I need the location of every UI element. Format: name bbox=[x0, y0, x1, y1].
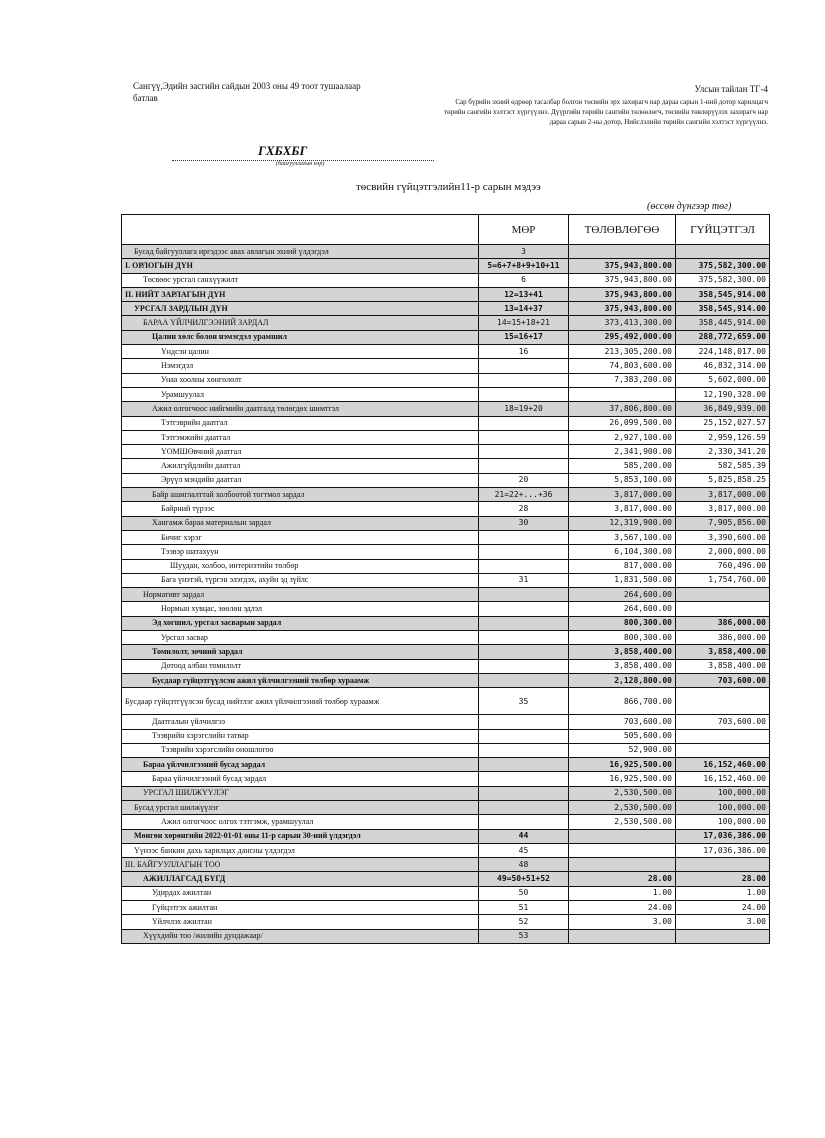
row-actual bbox=[676, 858, 770, 872]
row-plan: 3,567,100.00 bbox=[569, 530, 676, 544]
row-label: Удирдах ажилтан bbox=[122, 886, 479, 900]
table-row bbox=[122, 645, 770, 659]
row-plan: 3,817,000.00 bbox=[569, 502, 676, 516]
row-label: Тэтгэмжийн даатгал bbox=[122, 430, 479, 444]
row-plan: 16,925,500.00 bbox=[569, 758, 676, 772]
row-code bbox=[479, 645, 569, 659]
row-actual: 224,148,017.00 bbox=[676, 345, 770, 359]
table-row bbox=[122, 659, 770, 673]
row-code bbox=[479, 430, 569, 444]
row-plan: 26,099,500.00 bbox=[569, 416, 676, 430]
row-code: 16 bbox=[479, 345, 569, 359]
row-code bbox=[479, 559, 569, 573]
table-row bbox=[122, 815, 770, 829]
row-code: 14=15+18+21 bbox=[479, 316, 569, 330]
row-label: Бичиг хэрэг bbox=[122, 530, 479, 544]
column-header-code: МӨР bbox=[479, 215, 569, 245]
row-actual: 358,445,914.00 bbox=[676, 316, 770, 330]
table-row bbox=[122, 786, 770, 800]
row-actual bbox=[676, 602, 770, 616]
row-plan: 1.00 bbox=[569, 886, 676, 900]
row-plan: 24.00 bbox=[569, 901, 676, 915]
table-row bbox=[122, 488, 770, 502]
table-row bbox=[122, 302, 770, 316]
row-code bbox=[479, 445, 569, 459]
row-actual bbox=[676, 929, 770, 943]
row-plan bbox=[569, 929, 676, 943]
table-row bbox=[122, 602, 770, 616]
row-label: Бага үнэтэй, түргэн элэгдэх, ахуйн эд зүйлс bbox=[122, 573, 479, 587]
row-label: Нормын хувцас, зөөлөн эдлэл bbox=[122, 602, 479, 616]
row-code: 15=16+17 bbox=[479, 330, 569, 344]
row-actual: 3.00 bbox=[676, 915, 770, 929]
table-row bbox=[122, 901, 770, 915]
table-row bbox=[122, 758, 770, 772]
row-code: 51 bbox=[479, 901, 569, 915]
approval-note bbox=[133, 80, 361, 104]
table-row bbox=[122, 800, 770, 814]
row-label: Ажилгүйдлийн даатгал bbox=[122, 459, 479, 473]
row-label: Бусад урсгал шилжүүлэг bbox=[122, 800, 479, 814]
table-row bbox=[122, 631, 770, 645]
row-plan: 817,000.00 bbox=[569, 559, 676, 573]
form-code: Улсын тайлан ТГ-4 bbox=[694, 84, 768, 94]
row-plan bbox=[569, 843, 676, 857]
row-plan bbox=[569, 858, 676, 872]
row-plan: 375,943,800.00 bbox=[569, 259, 676, 273]
row-label: Үүнээс банкин дахь харилцах дансны үлдэгдэл bbox=[122, 843, 479, 857]
row-actual: 3,817,000.00 bbox=[676, 502, 770, 516]
row-plan: 1,831,500.00 bbox=[569, 573, 676, 587]
table-row bbox=[122, 616, 770, 630]
table-row bbox=[122, 459, 770, 473]
row-plan: 585,200.00 bbox=[569, 459, 676, 473]
row-code bbox=[479, 588, 569, 602]
row-label: Нэмэгдэл bbox=[122, 359, 479, 373]
row-label: Байр ашиглалттай холбоотой тогтмол зардал bbox=[122, 488, 479, 502]
row-label: Гүйцэтгэх ажилтан bbox=[122, 901, 479, 915]
row-actual bbox=[676, 688, 770, 715]
row-label: III. БАЙГУУЛЛАГЫН ТОО bbox=[122, 858, 479, 872]
row-actual: 16,152,460.00 bbox=[676, 758, 770, 772]
row-label: Бусдаар гүйцэтгүүлсэн бусад нийтлэг ажил үйлчилгээний төлбөр хураамж bbox=[122, 688, 479, 715]
row-plan: 213,305,200.00 bbox=[569, 345, 676, 359]
row-actual: 100,000.00 bbox=[676, 800, 770, 814]
row-code: 45 bbox=[479, 843, 569, 857]
table-row bbox=[122, 843, 770, 857]
row-plan: 800,300.00 bbox=[569, 616, 676, 630]
row-code bbox=[479, 545, 569, 559]
row-label: Бусад байгууллага иргэдээс авах авлагын эхний үлдэгдэл bbox=[122, 245, 479, 259]
row-label: Байрний түрээс bbox=[122, 502, 479, 516]
table-row bbox=[122, 445, 770, 459]
row-label: Ажил олгогчоос олгох тэтгэмж, урамшуулал bbox=[122, 815, 479, 829]
row-actual: 703,600.00 bbox=[676, 673, 770, 687]
row-code: 50 bbox=[479, 886, 569, 900]
row-code: 18=19+20 bbox=[479, 402, 569, 416]
row-label: Даатгалын үйлчилгээ bbox=[122, 715, 479, 729]
table-row bbox=[122, 743, 770, 757]
row-label: Тээврийн хэрэгслийн оношлогоо bbox=[122, 743, 479, 757]
row-actual: 17,036,386.00 bbox=[676, 843, 770, 857]
row-actual: 28.00 bbox=[676, 872, 770, 886]
table-row bbox=[122, 545, 770, 559]
instructions-text: Сар бүрийн эхний өдрөөр тасалбар болгон төсвийн эрх захирагч нар дараа сарын 1-ний дотор харилцагч төрийн сангийн хэлтэст хүргүүлнэ. Дүүргийн төрийн сангийн төлөөлөгч, төсвийн төвлөрүүлэх захирагч нар дараа сарын 2-ны дотор, Нийслэлийн төрийн сангийн хэлтэст хүргүүлнэ. bbox=[444, 98, 768, 126]
row-code: 48 bbox=[479, 858, 569, 872]
row-actual: 375,582,300.00 bbox=[676, 273, 770, 287]
row-code bbox=[479, 387, 569, 401]
row-label: Төсвөөс урсгал санхүүжилт bbox=[122, 273, 479, 287]
row-code: 30 bbox=[479, 516, 569, 530]
row-label: Үндсэн цалин bbox=[122, 345, 479, 359]
row-plan: 295,492,000.00 bbox=[569, 330, 676, 344]
table-row bbox=[122, 402, 770, 416]
row-plan: 373,413,300.00 bbox=[569, 316, 676, 330]
row-plan: 3,858,400.00 bbox=[569, 659, 676, 673]
table-row bbox=[122, 359, 770, 373]
row-label: Эд хогшил, урсгал засварын зардал bbox=[122, 616, 479, 630]
row-code: 53 bbox=[479, 929, 569, 943]
table-row bbox=[122, 715, 770, 729]
row-label: Хангамж бараа материалын зардал bbox=[122, 516, 479, 530]
table-row bbox=[122, 673, 770, 687]
row-label: Томилолт, зочний зардал bbox=[122, 645, 479, 659]
row-code bbox=[479, 416, 569, 430]
table-row bbox=[122, 886, 770, 900]
table-row bbox=[122, 829, 770, 843]
row-actual: 288,772,659.00 bbox=[676, 330, 770, 344]
row-code: 13=14+37 bbox=[479, 302, 569, 316]
row-plan: 2,530,500.00 bbox=[569, 786, 676, 800]
column-header-actual: ГҮЙЦЭТГЭЛ bbox=[676, 215, 770, 245]
table-row bbox=[122, 588, 770, 602]
row-plan: 375,943,800.00 bbox=[569, 302, 676, 316]
row-actual: 760,496.00 bbox=[676, 559, 770, 573]
row-plan: 2,927,100.00 bbox=[569, 430, 676, 444]
row-code bbox=[479, 743, 569, 757]
row-code bbox=[479, 530, 569, 544]
table-row bbox=[122, 858, 770, 872]
row-plan: 3,817,000.00 bbox=[569, 488, 676, 502]
row-actual: 2,959,126.59 bbox=[676, 430, 770, 444]
table-row bbox=[122, 516, 770, 530]
row-plan: 703,600.00 bbox=[569, 715, 676, 729]
row-plan: 37,806,800.00 bbox=[569, 402, 676, 416]
row-actual: 2,000,000.00 bbox=[676, 545, 770, 559]
row-label: Урамшуулал bbox=[122, 387, 479, 401]
row-plan: 2,341,900.00 bbox=[569, 445, 676, 459]
table-row bbox=[122, 530, 770, 544]
row-code bbox=[479, 815, 569, 829]
row-label: Дотоод албан томилолт bbox=[122, 659, 479, 673]
table-row bbox=[122, 573, 770, 587]
row-label: Цалин хөлс болон нэмэгдэл урамшил bbox=[122, 330, 479, 344]
row-label: Эрүүл мэндийн даатгал bbox=[122, 473, 479, 487]
row-plan: 12,319,900.00 bbox=[569, 516, 676, 530]
row-label: ҮОМШӨвчний даатгал bbox=[122, 445, 479, 459]
row-plan: 6,104,300.00 bbox=[569, 545, 676, 559]
table-row bbox=[122, 872, 770, 886]
row-code bbox=[479, 602, 569, 616]
table-header-row bbox=[122, 215, 770, 245]
table-row bbox=[122, 245, 770, 259]
table-row bbox=[122, 688, 770, 715]
row-code: 6 bbox=[479, 273, 569, 287]
row-code bbox=[479, 631, 569, 645]
row-label: Тээврийн хэрэгслийн татвар bbox=[122, 729, 479, 743]
row-actual: 3,858,400.00 bbox=[676, 645, 770, 659]
row-label: I. ОРЛОГЫН ДҮН bbox=[122, 259, 479, 273]
unit-note: (өссөн дүнгээр төг) bbox=[647, 201, 732, 212]
row-label: Хүүхдийн тоо /жилийн дундажаар/ bbox=[122, 929, 479, 943]
row-code: 20 bbox=[479, 473, 569, 487]
row-label: Бараа үйлчилгээний бусад зардал bbox=[122, 772, 479, 786]
row-plan: 3,858,400.00 bbox=[569, 645, 676, 659]
row-plan: 800,300.00 bbox=[569, 631, 676, 645]
row-actual: 582,585.39 bbox=[676, 459, 770, 473]
document-title: төсвийн гүйцэтгэлийн11-р сарын мэдээ bbox=[356, 181, 541, 193]
row-actual bbox=[676, 588, 770, 602]
row-code: 35 bbox=[479, 688, 569, 715]
table-row bbox=[122, 929, 770, 943]
row-plan: 74,803,600.00 bbox=[569, 359, 676, 373]
row-label: Мөнгөн хөрөнгийн 2022-01-01 оны 11-р сарын 30-ний үлдэгдэл bbox=[122, 829, 479, 843]
row-plan bbox=[569, 829, 676, 843]
row-code: 5=6+7+8+9+10+11 bbox=[479, 259, 569, 273]
row-label: Урсгал засвар bbox=[122, 631, 479, 645]
row-label: Унаа хоолны хөнгөлөлт bbox=[122, 373, 479, 387]
table-row bbox=[122, 259, 770, 273]
row-plan: 375,943,800.00 bbox=[569, 273, 676, 287]
row-label: Тээвэр шатахуун bbox=[122, 545, 479, 559]
row-label: Тэтгэврийн даатгал bbox=[122, 416, 479, 430]
organization-caption: (байгууллагын нэр) bbox=[276, 161, 325, 167]
column-header-label bbox=[122, 215, 479, 245]
row-label: БАРАА ҮЙЛЧИЛГЭЭНИЙ ЗАРДАЛ bbox=[122, 316, 479, 330]
row-plan: 866,700.00 bbox=[569, 688, 676, 715]
table-row bbox=[122, 330, 770, 344]
row-code: 44 bbox=[479, 829, 569, 843]
table-row bbox=[122, 345, 770, 359]
row-plan: 505,600.00 bbox=[569, 729, 676, 743]
row-label: Ажил олгогчоос нийгмийн даатгалд төлөгдөх шимтгэл bbox=[122, 402, 479, 416]
row-code bbox=[479, 616, 569, 630]
row-code: 31 bbox=[479, 573, 569, 587]
table-row bbox=[122, 387, 770, 401]
table-row bbox=[122, 373, 770, 387]
row-actual: 100,000.00 bbox=[676, 815, 770, 829]
row-actual: 1,754,760.00 bbox=[676, 573, 770, 587]
row-label: Нормативт зардал bbox=[122, 588, 479, 602]
row-plan: 264,600.00 bbox=[569, 588, 676, 602]
row-code bbox=[479, 772, 569, 786]
budget-table bbox=[121, 214, 770, 944]
row-label: Бусдаар гүйцэтгүүлсэн ажил үйлчилгээний төлбөр хураамж bbox=[122, 673, 479, 687]
table-row bbox=[122, 772, 770, 786]
table-row bbox=[122, 316, 770, 330]
row-plan: 28.00 bbox=[569, 872, 676, 886]
row-code bbox=[479, 786, 569, 800]
row-label: УРСГАЛ ШИЛЖҮҮЛЭГ bbox=[122, 786, 479, 800]
row-actual: 5,825,858.25 bbox=[676, 473, 770, 487]
row-code bbox=[479, 715, 569, 729]
column-header-plan: ТӨЛӨВЛӨГӨӨ bbox=[569, 215, 676, 245]
row-label: УРСГАЛ ЗАРДЛЫН ДҮН bbox=[122, 302, 479, 316]
table-row bbox=[122, 915, 770, 929]
row-code: 52 bbox=[479, 915, 569, 929]
row-actual: 2,330,341.20 bbox=[676, 445, 770, 459]
row-code: 28 bbox=[479, 502, 569, 516]
row-plan bbox=[569, 387, 676, 401]
row-code bbox=[479, 373, 569, 387]
table-row bbox=[122, 273, 770, 287]
row-label: Шуудан, холбоо, интернэтийн төлбөр bbox=[122, 559, 479, 573]
row-plan: 375,943,800.00 bbox=[569, 287, 676, 301]
table-row bbox=[122, 559, 770, 573]
row-code: 21=22+...+36 bbox=[479, 488, 569, 502]
row-actual: 703,600.00 bbox=[676, 715, 770, 729]
approval-text: Сангүү,Эдийн засгийн сайдын 2003 оны 49 тоот тушаалаар bbox=[133, 81, 361, 91]
table-row bbox=[122, 287, 770, 301]
row-actual: 358,545,914.00 bbox=[676, 287, 770, 301]
row-actual: 12,190,328.00 bbox=[676, 387, 770, 401]
form-instructions bbox=[436, 84, 768, 127]
row-label: Үйлчлэх ажилтан bbox=[122, 915, 479, 929]
row-code bbox=[479, 359, 569, 373]
row-actual: 3,858,400.00 bbox=[676, 659, 770, 673]
table-row bbox=[122, 416, 770, 430]
row-code: 12=13+41 bbox=[479, 287, 569, 301]
row-label: Бараа үйлчилгээний бусад зардал bbox=[122, 758, 479, 772]
row-actual bbox=[676, 245, 770, 259]
row-actual: 24.00 bbox=[676, 901, 770, 915]
organization-name: ГХБХБГ bbox=[258, 143, 308, 158]
row-plan: 2,530,500.00 bbox=[569, 815, 676, 829]
approval-text-2: батлав bbox=[133, 93, 158, 103]
row-code: 49=50+51+52 bbox=[479, 872, 569, 886]
row-code bbox=[479, 659, 569, 673]
row-actual: 386,000.00 bbox=[676, 631, 770, 645]
row-plan: 52,900.00 bbox=[569, 743, 676, 757]
row-plan: 2,530,500.00 bbox=[569, 800, 676, 814]
row-plan: 3.00 bbox=[569, 915, 676, 929]
row-code bbox=[479, 800, 569, 814]
row-code bbox=[479, 459, 569, 473]
row-actual: 16,152,460.00 bbox=[676, 772, 770, 786]
row-actual: 7,905,856.00 bbox=[676, 516, 770, 530]
row-plan bbox=[569, 245, 676, 259]
row-plan: 16,925,500.00 bbox=[569, 772, 676, 786]
row-actual bbox=[676, 729, 770, 743]
row-plan: 264,600.00 bbox=[569, 602, 676, 616]
row-code bbox=[479, 673, 569, 687]
row-actual: 100,000.00 bbox=[676, 786, 770, 800]
row-actual: 17,036,386.00 bbox=[676, 829, 770, 843]
row-code bbox=[479, 758, 569, 772]
row-actual: 3,390,600.00 bbox=[676, 530, 770, 544]
row-actual: 375,582,300.00 bbox=[676, 259, 770, 273]
row-plan: 2,128,800.00 bbox=[569, 673, 676, 687]
row-plan: 7,383,200.00 bbox=[569, 373, 676, 387]
row-actual bbox=[676, 743, 770, 757]
row-actual: 1.00 bbox=[676, 886, 770, 900]
table-row bbox=[122, 502, 770, 516]
row-actual: 25,152,027.57 bbox=[676, 416, 770, 430]
table-row bbox=[122, 430, 770, 444]
row-actual: 3,817,000.00 bbox=[676, 488, 770, 502]
row-actual: 5,602,000.00 bbox=[676, 373, 770, 387]
row-actual: 358,545,914.00 bbox=[676, 302, 770, 316]
row-label: II. НИЙТ ЗАРЛАГЫН ДҮН bbox=[122, 287, 479, 301]
row-actual: 36,849,939.00 bbox=[676, 402, 770, 416]
row-label: АЖИЛЛАГСАД БҮГД bbox=[122, 872, 479, 886]
row-actual: 46,832,314.00 bbox=[676, 359, 770, 373]
table-row bbox=[122, 729, 770, 743]
row-code bbox=[479, 729, 569, 743]
row-actual: 386,000.00 bbox=[676, 616, 770, 630]
row-plan: 5,853,100.00 bbox=[569, 473, 676, 487]
row-code: 3 bbox=[479, 245, 569, 259]
table-row bbox=[122, 473, 770, 487]
